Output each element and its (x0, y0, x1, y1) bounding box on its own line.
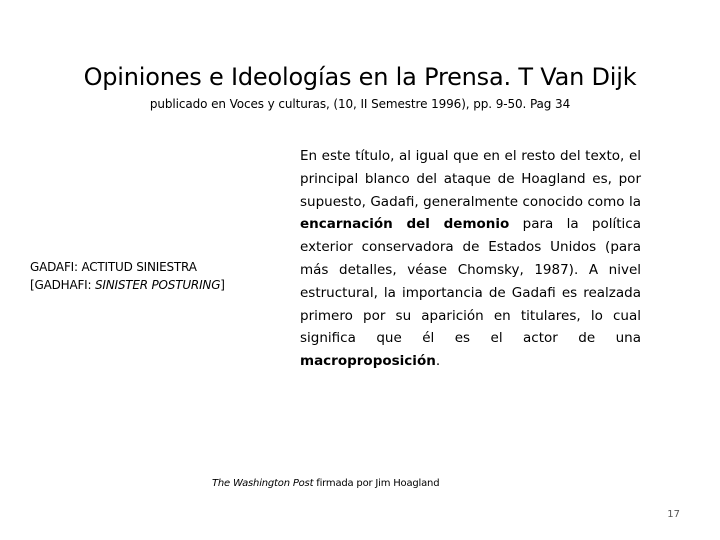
source-publication: The Washington Post (212, 478, 314, 489)
slide-title: Opiniones e Ideologías en la Prensa. T Van Dijk (83, 63, 637, 91)
page-number: 17 (667, 509, 680, 520)
headline-english-italic: SINISTER POSTURING (94, 278, 221, 292)
headline-english-prefix: [GADHAFI: (30, 278, 95, 292)
source-credit (212, 477, 512, 491)
newspaper-headline (30, 258, 270, 294)
slide-subtitle: publicado en Voces y culturas, (10, II Semestre 1996), pp. 9-50. Pag 34 (149, 97, 571, 111)
paragraph-part-2: para la política exterior conservadora de Estados Unidos (para más detalles, véase Chomsky, 1987). A nivel estructural, la importancia de Gadafi es realzada primero por su aparición en titulares, lo cual significa que él es el actor de una (300, 216, 641, 347)
headline-english (30, 276, 270, 294)
paragraph-part-1: En este título, al igual que en el resto del texto, el principal blanco del ataque de Hoagland es, por supuesto, Gadafi, generalmente conocido como la (300, 148, 641, 210)
source-author: firmada por Jim Hoagland (313, 478, 440, 489)
headline-spanish: GADAFI: ACTITUD SINIESTRA (30, 260, 197, 274)
paragraph-bold-1: encarnación del demonio (300, 216, 510, 233)
paragraph-part-3: . (435, 353, 441, 370)
paragraph-bold-2: macroproposición (300, 353, 436, 370)
analysis-paragraph (300, 145, 641, 373)
headline-english-suffix: ] (220, 278, 225, 292)
